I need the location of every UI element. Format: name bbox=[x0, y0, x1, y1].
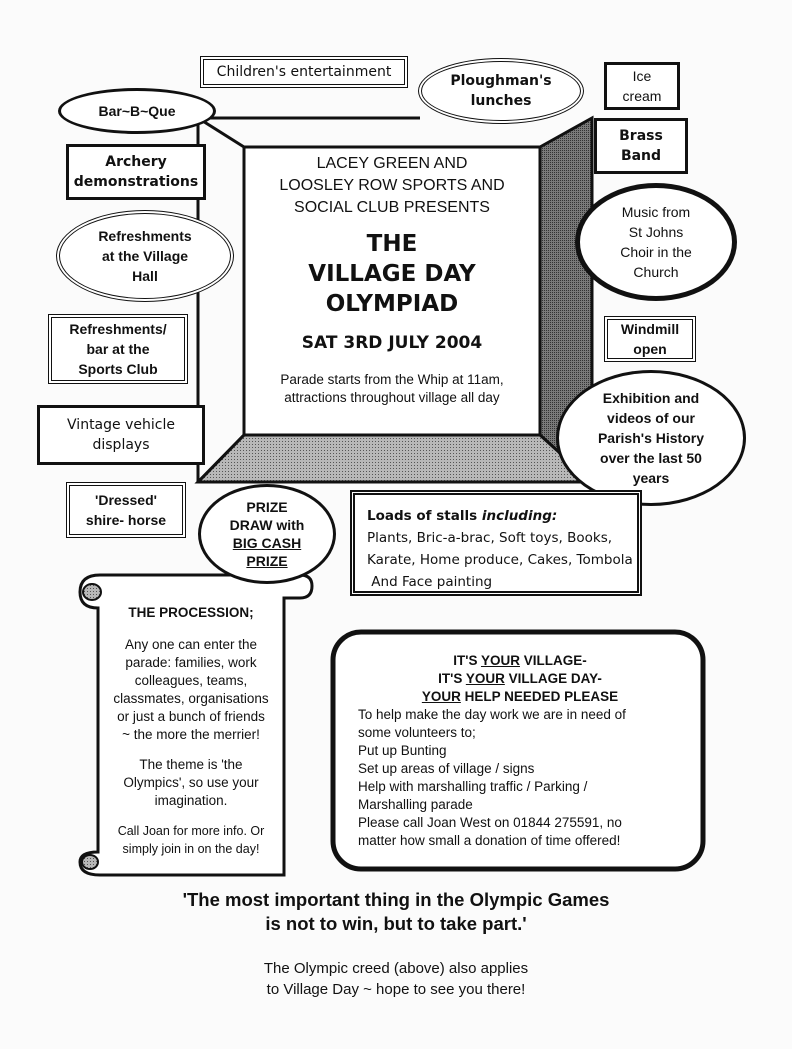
quote-line: is not to win, but to take part.' bbox=[265, 913, 527, 934]
refreshments-hall-oval bbox=[56, 210, 234, 302]
headline-emphasis: YOUR bbox=[480, 653, 520, 668]
stalls-line: Karate, Home produce, Cakes, Tombola bbox=[367, 552, 633, 568]
headline-text: IT'S bbox=[438, 671, 466, 686]
music-line: Music from bbox=[621, 204, 691, 220]
exhibition-line: videos of our bbox=[607, 410, 695, 426]
shire-horse-box bbox=[66, 482, 186, 538]
headline-emphasis: YOUR bbox=[465, 671, 505, 686]
vintage-box bbox=[37, 405, 205, 465]
exhibition-oval bbox=[556, 370, 746, 506]
headline-text: HELP NEEDED PLEASE bbox=[460, 689, 619, 704]
windmill-line: open bbox=[633, 341, 667, 357]
volunteer-line: To help make the day work we are in need of bbox=[358, 707, 626, 722]
vintage-line: Vintage vehicle bbox=[67, 417, 175, 433]
creed-line: The Olympic creed (above) also applies bbox=[263, 960, 529, 977]
presenter-line: LOOSLEY ROW SPORTS AND bbox=[279, 177, 505, 194]
exhibition-line: years bbox=[632, 470, 670, 486]
headline-text: VILLAGE- bbox=[519, 653, 587, 668]
ploughmans-line: lunches bbox=[470, 93, 532, 109]
procession-line: The theme is 'the bbox=[139, 757, 243, 772]
stalls-heading-text: Loads of stalls bbox=[367, 508, 482, 524]
quote-line: 'The most important thing in the Olympic Games bbox=[182, 889, 610, 910]
procession-line: or just a bunch of friends bbox=[117, 709, 265, 724]
exhibition-line: Exhibition and bbox=[602, 390, 700, 406]
prize-line-underlined: BIG CASH bbox=[232, 535, 302, 551]
volunteer-line: Set up areas of village / signs bbox=[358, 761, 535, 776]
main-panel bbox=[247, 150, 537, 432]
music-line: Church bbox=[633, 264, 679, 280]
olympic-quote bbox=[0, 888, 792, 936]
refreshments-club-box bbox=[48, 314, 188, 384]
volunteer-headline bbox=[350, 652, 690, 706]
presenter-line: LACEY GREEN AND bbox=[316, 155, 468, 172]
refreshments-club-line: Refreshments/ bbox=[69, 321, 167, 337]
procession-title: THE PROCESSION; bbox=[128, 605, 254, 620]
procession-line: classmates, organisations bbox=[113, 691, 269, 706]
subtitle-line: attractions throughout village all day bbox=[284, 390, 500, 405]
bbq-label: Bar~B~Que bbox=[98, 103, 176, 119]
title-line: OLYMPIAD bbox=[325, 291, 459, 317]
procession-line: Olympics', so use your bbox=[123, 775, 259, 790]
vintage-line: displays bbox=[92, 437, 150, 453]
ploughmans-line: Ploughman's bbox=[450, 73, 552, 89]
presenter-text bbox=[247, 153, 537, 219]
childrens-entertainment-label: Children's entertainment bbox=[216, 64, 392, 80]
volunteer-line: Put up Bunting bbox=[358, 743, 447, 758]
volunteer-line: Marshalling parade bbox=[358, 797, 473, 812]
archery-line: Archery bbox=[105, 154, 167, 170]
title-line: VILLAGE DAY bbox=[308, 261, 476, 287]
refreshments-club-line: Sports Club bbox=[78, 361, 158, 377]
ice-cream-line: cream bbox=[622, 88, 662, 104]
headline-text: IT'S bbox=[453, 653, 481, 668]
refreshments-hall-line: Refreshments bbox=[98, 228, 192, 244]
shire-horse-line: 'Dressed' bbox=[95, 492, 157, 508]
presenter-line: SOCIAL CLUB PRESENTS bbox=[294, 199, 490, 216]
windmill-line: Windmill bbox=[620, 321, 680, 337]
archery-line: demonstrations bbox=[73, 174, 199, 190]
volunteer-line: Please call Joan West on 01844 275591, no bbox=[358, 815, 622, 830]
headline-emphasis: YOUR bbox=[421, 689, 461, 704]
procession-para3 bbox=[98, 822, 284, 858]
volunteer-panel bbox=[350, 652, 690, 850]
title-line: THE bbox=[366, 231, 418, 257]
prize-line-underlined: PRIZE bbox=[246, 553, 288, 569]
procession-para1 bbox=[98, 636, 284, 744]
procession-line: colleagues, teams, bbox=[134, 673, 248, 688]
ice-cream-line: Ice bbox=[632, 68, 652, 84]
olympic-creed-note bbox=[0, 958, 792, 1000]
event-subtitle bbox=[247, 371, 537, 407]
archery-box bbox=[66, 144, 206, 200]
brass-band-line: Band bbox=[620, 148, 662, 164]
music-line: Choir in the bbox=[620, 244, 692, 260]
exhibition-line: over the last 50 bbox=[600, 450, 702, 466]
brass-band-line: Brass bbox=[619, 128, 663, 144]
exhibition-line: Parish's History bbox=[597, 430, 705, 446]
ice-cream-box bbox=[604, 62, 680, 110]
windmill-box bbox=[604, 316, 696, 362]
event-date: SAT 3RD JULY 2004 bbox=[301, 333, 483, 353]
event-title bbox=[247, 229, 537, 319]
stalls-heading-em: including: bbox=[481, 508, 558, 524]
ploughmans-oval bbox=[418, 58, 584, 124]
headline-text: VILLAGE DAY- bbox=[504, 671, 602, 686]
music-line: St Johns bbox=[628, 224, 684, 240]
volunteer-line: Help with marshalling traffic / Parking / bbox=[358, 779, 588, 794]
subtitle-line: Parade starts from the Whip at 11am, bbox=[280, 372, 504, 387]
creed-line: to Village Day ~ hope to see you there! bbox=[266, 981, 526, 998]
procession-panel bbox=[98, 604, 284, 858]
prize-line: PRIZE bbox=[246, 499, 288, 515]
stalls-heading bbox=[367, 505, 637, 527]
procession-line: simply join in on the day! bbox=[122, 842, 260, 856]
procession-line: ~ the more the merrier! bbox=[122, 727, 260, 742]
brass-band-box bbox=[594, 118, 688, 174]
prize-line: DRAW with bbox=[229, 517, 305, 533]
refreshments-hall-line: at the Village bbox=[101, 248, 189, 264]
childrens-entertainment-box bbox=[200, 56, 408, 88]
prize-draw-oval bbox=[198, 484, 336, 584]
procession-line: Any one can enter the bbox=[124, 637, 258, 652]
procession-para2 bbox=[98, 756, 284, 810]
stalls-line: And Face painting bbox=[367, 574, 493, 590]
stalls-line: Plants, Bric-a-brac, Soft toys, Books, bbox=[367, 530, 613, 546]
refreshments-hall-line: Hall bbox=[132, 268, 158, 284]
bbq-oval bbox=[58, 88, 216, 134]
volunteer-line: matter how small a donation of time offered! bbox=[358, 833, 621, 848]
refreshments-club-line: bar at the bbox=[86, 341, 150, 357]
shire-horse-line: shire- horse bbox=[85, 512, 167, 528]
procession-line: Call Joan for more info. Or bbox=[117, 824, 265, 838]
music-oval bbox=[575, 183, 737, 301]
procession-line: parade: families, work bbox=[125, 655, 257, 670]
frame-bottom-shade bbox=[198, 435, 592, 482]
stalls-box bbox=[350, 490, 642, 596]
procession-line: imagination. bbox=[154, 793, 228, 808]
volunteer-line: some volunteers to; bbox=[358, 725, 476, 740]
volunteer-body bbox=[358, 706, 690, 850]
